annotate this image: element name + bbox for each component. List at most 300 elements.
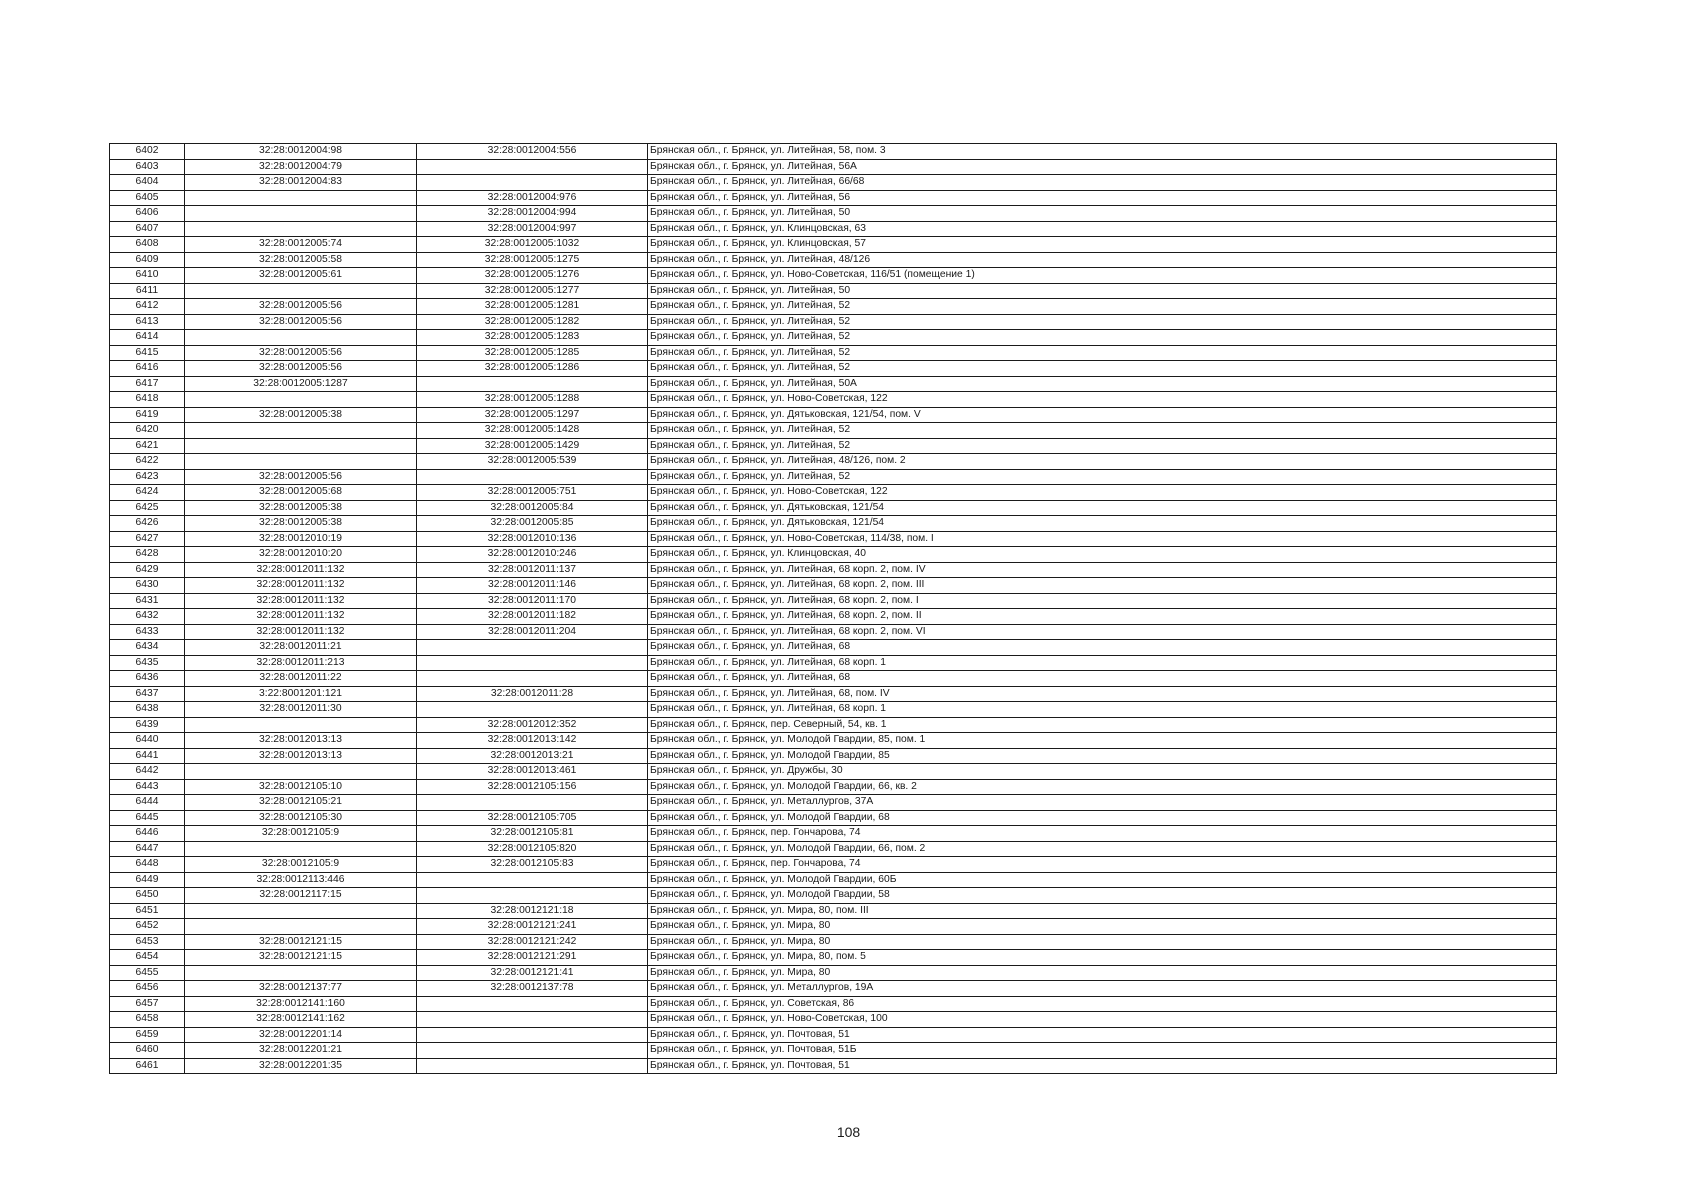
cadastral-number-cell: 32:28:0012201:14 (185, 1027, 417, 1043)
cadastral-number-cell: 32:28:0012011:132 (185, 609, 417, 625)
row-number-cell: 6445 (110, 810, 185, 826)
row-number-cell: 6432 (110, 609, 185, 625)
table-row (110, 345, 1557, 361)
table-row (110, 423, 1557, 439)
cadastral-number-cell: 32:28:0012011:21 (185, 640, 417, 656)
cadastral-number-cell: 32:28:0012141:162 (185, 1012, 417, 1028)
address-cell: Брянская обл., г. Брянск, ул. Мира, 80, пом. 5 (648, 950, 1557, 966)
building-cadastral-number-cell (417, 469, 648, 485)
address-cell: Брянская обл., г. Брянск, ул. Ново-Советская, 116/51 (помещение 1) (648, 268, 1557, 284)
address-cell: Брянская обл., г. Брянск, ул. Литейная, 52 (648, 469, 1557, 485)
table-row (110, 1058, 1557, 1074)
building-cadastral-number-cell: 32:28:0012013:21 (417, 748, 648, 764)
building-cadastral-number-cell (417, 872, 648, 888)
row-number-cell: 6404 (110, 175, 185, 191)
cadastral-number-cell (185, 330, 417, 346)
table-row (110, 562, 1557, 578)
table-row (110, 981, 1557, 997)
building-cadastral-number-cell: 32:28:0012005:1286 (417, 361, 648, 377)
building-cadastral-number-cell: 32:28:0012013:461 (417, 764, 648, 780)
address-cell: Брянская обл., г. Брянск, ул. Литейная, 68 корп. 2, пом. III (648, 578, 1557, 594)
building-cadastral-number-cell (417, 795, 648, 811)
cadastral-number-cell (185, 438, 417, 454)
table-row (110, 454, 1557, 470)
row-number-cell: 6413 (110, 314, 185, 330)
row-number-cell: 6429 (110, 562, 185, 578)
cadastral-number-cell: 32:28:0012105:10 (185, 779, 417, 795)
row-number-cell: 6411 (110, 283, 185, 299)
row-number-cell: 6414 (110, 330, 185, 346)
building-cadastral-number-cell: 32:28:0012005:539 (417, 454, 648, 470)
building-cadastral-number-cell (417, 175, 648, 191)
table-row (110, 903, 1557, 919)
cadastral-number-cell: 32:28:0012005:56 (185, 469, 417, 485)
cadastral-number-cell (185, 764, 417, 780)
row-number-cell: 6435 (110, 655, 185, 671)
building-cadastral-number-cell: 32:28:0012004:556 (417, 144, 648, 160)
building-cadastral-number-cell: 32:28:0012011:137 (417, 562, 648, 578)
table-row (110, 237, 1557, 253)
table-row (110, 748, 1557, 764)
table-row (110, 826, 1557, 842)
row-number-cell: 6437 (110, 686, 185, 702)
table-row (110, 531, 1557, 547)
address-cell: Брянская обл., г. Брянск, ул. Литейная, 52 (648, 423, 1557, 439)
address-cell: Брянская обл., г. Брянск, пер. Гончарова, 74 (648, 826, 1557, 842)
row-number-cell: 6460 (110, 1043, 185, 1059)
address-cell: Брянская обл., г. Брянск, ул. Советская, 86 (648, 996, 1557, 1012)
address-cell: Брянская обл., г. Брянск, ул. Дятьковская, 121/54 (648, 500, 1557, 516)
table-row (110, 175, 1557, 191)
table-row (110, 934, 1557, 950)
building-cadastral-number-cell: 32:28:0012005:1277 (417, 283, 648, 299)
address-cell: Брянская обл., г. Брянск, ул. Литейная, 52 (648, 361, 1557, 377)
table-row (110, 686, 1557, 702)
address-cell: Брянская обл., г. Брянск, ул. Дружбы, 30 (648, 764, 1557, 780)
cadastral-number-cell: 32:28:0012013:13 (185, 733, 417, 749)
row-number-cell: 6446 (110, 826, 185, 842)
address-cell: Брянская обл., г. Брянск, ул. Молодой Гвардии, 68 (648, 810, 1557, 826)
address-cell: Брянская обл., г. Брянск, ул. Литейная, 50 (648, 206, 1557, 222)
table-row (110, 268, 1557, 284)
table-row (110, 1027, 1557, 1043)
table-row (110, 438, 1557, 454)
building-cadastral-number-cell: 32:28:0012011:170 (417, 593, 648, 609)
address-cell: Брянская обл., г. Брянск, ул. Литейная, 68 корп. 2, пом. IV (648, 562, 1557, 578)
address-cell: Брянская обл., г. Брянск, ул. Клинцовская, 63 (648, 221, 1557, 237)
address-cell: Брянская обл., г. Брянск, ул. Литейная, 48/126, пом. 2 (648, 454, 1557, 470)
cadastral-number-cell: 32:28:0012005:56 (185, 314, 417, 330)
cadastral-number-cell (185, 717, 417, 733)
building-cadastral-number-cell: 32:28:0012005:1428 (417, 423, 648, 439)
table-row (110, 872, 1557, 888)
row-number-cell: 6428 (110, 547, 185, 563)
cadastral-number-cell: 32:28:0012004:83 (185, 175, 417, 191)
cadastral-number-cell: 32:28:0012011:132 (185, 578, 417, 594)
table-row (110, 779, 1557, 795)
row-number-cell: 6439 (110, 717, 185, 733)
cadastral-number-cell (185, 206, 417, 222)
building-cadastral-number-cell (417, 1058, 648, 1074)
row-number-cell: 6408 (110, 237, 185, 253)
row-number-cell: 6452 (110, 919, 185, 935)
table-row (110, 578, 1557, 594)
row-number-cell: 6440 (110, 733, 185, 749)
cadastral-number-cell: 32:28:0012011:213 (185, 655, 417, 671)
address-cell: Брянская обл., г. Брянск, ул. Литейная, 68 корп. 2, пом. I (648, 593, 1557, 609)
address-cell: Брянская обл., г. Брянск, ул. Литейная, 58, пом. 3 (648, 144, 1557, 160)
address-cell: Брянская обл., г. Брянск, ул. Литейная, 52 (648, 438, 1557, 454)
building-cadastral-number-cell: 32:28:0012105:820 (417, 841, 648, 857)
table-row (110, 996, 1557, 1012)
cadastral-number-cell: 32:28:0012201:21 (185, 1043, 417, 1059)
building-cadastral-number-cell: 32:28:0012121:41 (417, 965, 648, 981)
building-cadastral-number-cell: 32:28:0012005:1283 (417, 330, 648, 346)
table-row (110, 485, 1557, 501)
address-cell: Брянская обл., г. Брянск, ул. Почтовая, 51Б (648, 1043, 1557, 1059)
row-number-cell: 6402 (110, 144, 185, 160)
building-cadastral-number-cell: 32:28:0012005:1285 (417, 345, 648, 361)
cadastral-number-cell: 32:28:0012011:132 (185, 562, 417, 578)
row-number-cell: 6410 (110, 268, 185, 284)
row-number-cell: 6412 (110, 299, 185, 315)
building-cadastral-number-cell: 32:28:0012011:182 (417, 609, 648, 625)
address-cell: Брянская обл., г. Брянск, ул. Ново-Советская, 122 (648, 392, 1557, 408)
table-row (110, 221, 1557, 237)
table-row (110, 299, 1557, 315)
row-number-cell: 6424 (110, 485, 185, 501)
address-cell: Брянская обл., г. Брянск, ул. Литейная, 68 корп. 2, пом. VI (648, 624, 1557, 640)
building-cadastral-number-cell: 32:28:0012121:18 (417, 903, 648, 919)
row-number-cell: 6422 (110, 454, 185, 470)
cadastral-number-cell (185, 919, 417, 935)
row-number-cell: 6438 (110, 702, 185, 718)
building-cadastral-number-cell: 32:28:0012005:1429 (417, 438, 648, 454)
cadastral-number-cell (185, 392, 417, 408)
table-row (110, 500, 1557, 516)
building-cadastral-number-cell (417, 996, 648, 1012)
building-cadastral-number-cell (417, 1012, 648, 1028)
row-number-cell: 6409 (110, 252, 185, 268)
table-row (110, 841, 1557, 857)
cadastral-number-cell: 32:28:0012005:56 (185, 361, 417, 377)
row-number-cell: 6436 (110, 671, 185, 687)
building-cadastral-number-cell: 32:28:0012005:1281 (417, 299, 648, 315)
address-cell: Брянская обл., г. Брянск, ул. Литейная, 48/126 (648, 252, 1557, 268)
row-number-cell: 6455 (110, 965, 185, 981)
row-number-cell: 6443 (110, 779, 185, 795)
address-cell: Брянская обл., г. Брянск, ул. Литейная, 68 корп. 1 (648, 655, 1557, 671)
table-row (110, 190, 1557, 206)
address-cell: Брянская обл., г. Брянск, ул. Металлургов, 37А (648, 795, 1557, 811)
cadastral-number-cell: 32:28:0012011:22 (185, 671, 417, 687)
table-row (110, 919, 1557, 935)
building-cadastral-number-cell: 32:28:0012121:242 (417, 934, 648, 950)
cadastral-number-cell (185, 903, 417, 919)
building-cadastral-number-cell (417, 655, 648, 671)
table-row (110, 950, 1557, 966)
address-cell: Брянская обл., г. Брянск, ул. Литейная, 66/68 (648, 175, 1557, 191)
row-number-cell: 6449 (110, 872, 185, 888)
table-row (110, 655, 1557, 671)
address-cell: Брянская обл., г. Брянск, ул. Ново-Советская, 114/38, пом. I (648, 531, 1557, 547)
table-row (110, 407, 1557, 423)
address-cell: Брянская обл., г. Брянск, ул. Почтовая, 51 (648, 1058, 1557, 1074)
row-number-cell: 6407 (110, 221, 185, 237)
cadastral-number-cell: 32:28:0012121:15 (185, 934, 417, 950)
address-cell: Брянская обл., г. Брянск, ул. Литейная, 68 (648, 671, 1557, 687)
building-cadastral-number-cell: 32:28:0012005:1288 (417, 392, 648, 408)
cadastral-number-cell: 32:28:0012201:35 (185, 1058, 417, 1074)
row-number-cell: 6415 (110, 345, 185, 361)
cadastral-number-cell: 32:28:0012105:9 (185, 826, 417, 842)
cadastral-number-cell: 32:28:0012011:132 (185, 593, 417, 609)
row-number-cell: 6454 (110, 950, 185, 966)
row-number-cell: 6457 (110, 996, 185, 1012)
table-row (110, 283, 1557, 299)
table-row (110, 888, 1557, 904)
table-row (110, 144, 1557, 160)
row-number-cell: 6425 (110, 500, 185, 516)
cadastral-number-cell: 32:28:0012005:58 (185, 252, 417, 268)
cadastral-number-cell: 32:28:0012005:74 (185, 237, 417, 253)
address-cell: Брянская обл., г. Брянск, ул. Литейная, 52 (648, 299, 1557, 315)
cadastral-number-cell: 32:28:0012005:38 (185, 516, 417, 532)
building-cadastral-number-cell: 32:28:0012105:81 (417, 826, 648, 842)
cadastral-number-cell: 32:28:0012005:38 (185, 407, 417, 423)
row-number-cell: 6423 (110, 469, 185, 485)
building-cadastral-number-cell: 32:28:0012105:156 (417, 779, 648, 795)
cadastral-number-cell (185, 283, 417, 299)
building-cadastral-number-cell (417, 1043, 648, 1059)
table-row (110, 392, 1557, 408)
address-cell: Брянская обл., г. Брянск, ул. Металлургов, 19А (648, 981, 1557, 997)
row-number-cell: 6442 (110, 764, 185, 780)
building-cadastral-number-cell: 32:28:0012010:246 (417, 547, 648, 563)
address-cell: Брянская обл., г. Брянск, ул. Литейная, 56 (648, 190, 1557, 206)
cadastral-number-cell: 32:28:0012010:19 (185, 531, 417, 547)
building-cadastral-number-cell: 32:28:0012004:976 (417, 190, 648, 206)
building-cadastral-number-cell (417, 376, 648, 392)
building-cadastral-number-cell: 32:28:0012005:85 (417, 516, 648, 532)
building-cadastral-number-cell: 32:28:0012004:997 (417, 221, 648, 237)
address-cell: Брянская обл., г. Брянск, ул. Ново-Советская, 100 (648, 1012, 1557, 1028)
building-cadastral-number-cell: 32:28:0012011:28 (417, 686, 648, 702)
cadastral-number-cell (185, 190, 417, 206)
row-number-cell: 6405 (110, 190, 185, 206)
table-row (110, 159, 1557, 175)
cadastral-number-cell: 32:28:0012005:38 (185, 500, 417, 516)
row-number-cell: 6421 (110, 438, 185, 454)
cadastral-number-cell: 32:28:0012013:13 (185, 748, 417, 764)
row-number-cell: 6430 (110, 578, 185, 594)
register-table (109, 143, 1557, 1074)
building-cadastral-number-cell: 32:28:0012012:352 (417, 717, 648, 733)
building-cadastral-number-cell: 32:28:0012005:1275 (417, 252, 648, 268)
address-cell: Брянская обл., г. Брянск, ул. Молодой Гвардии, 58 (648, 888, 1557, 904)
table-row (110, 330, 1557, 346)
table-row (110, 857, 1557, 873)
cadastral-number-cell: 32:28:0012137:77 (185, 981, 417, 997)
row-number-cell: 6459 (110, 1027, 185, 1043)
address-cell: Брянская обл., г. Брянск, ул. Молодой Гвардии, 85, пом. 1 (648, 733, 1557, 749)
table-row (110, 795, 1557, 811)
row-number-cell: 6420 (110, 423, 185, 439)
row-number-cell: 6456 (110, 981, 185, 997)
building-cadastral-number-cell: 32:28:0012121:291 (417, 950, 648, 966)
building-cadastral-number-cell: 32:28:0012121:241 (417, 919, 648, 935)
table-row (110, 965, 1557, 981)
cadastral-number-cell: 32:28:0012121:15 (185, 950, 417, 966)
building-cadastral-number-cell: 32:28:0012137:78 (417, 981, 648, 997)
table-row (110, 717, 1557, 733)
building-cadastral-number-cell (417, 159, 648, 175)
row-number-cell: 6447 (110, 841, 185, 857)
cadastral-number-cell: 32:28:0012004:79 (185, 159, 417, 175)
table-row (110, 469, 1557, 485)
row-number-cell: 6417 (110, 376, 185, 392)
address-cell: Брянская обл., г. Брянск, ул. Молодой Гвардии, 60Б (648, 872, 1557, 888)
building-cadastral-number-cell: 32:28:0012105:705 (417, 810, 648, 826)
cadastral-number-cell (185, 841, 417, 857)
row-number-cell: 6448 (110, 857, 185, 873)
cadastral-number-cell: 32:28:0012010:20 (185, 547, 417, 563)
page-number: 108 (836, 1124, 861, 1140)
cadastral-number-cell: 32:28:0012105:21 (185, 795, 417, 811)
table-row (110, 547, 1557, 563)
table-row (110, 376, 1557, 392)
address-cell: Брянская обл., г. Брянск, ул. Литейная, 52 (648, 314, 1557, 330)
cadastral-number-cell: 32:28:0012005:61 (185, 268, 417, 284)
address-cell: Брянская обл., г. Брянск, ул. Ново-Советская, 122 (648, 485, 1557, 501)
table-row (110, 361, 1557, 377)
table-row (110, 206, 1557, 222)
cadastral-number-cell: 32:28:0012004:98 (185, 144, 417, 160)
cadastral-number-cell: 32:28:0012011:132 (185, 624, 417, 640)
row-number-cell: 6461 (110, 1058, 185, 1074)
row-number-cell: 6406 (110, 206, 185, 222)
address-cell: Брянская обл., г. Брянск, ул. Дятьковская, 121/54 (648, 516, 1557, 532)
building-cadastral-number-cell: 32:28:0012105:83 (417, 857, 648, 873)
building-cadastral-number-cell: 32:28:0012005:751 (417, 485, 648, 501)
cadastral-number-cell: 32:28:0012117:15 (185, 888, 417, 904)
cadastral-number-cell: 32:28:0012141:160 (185, 996, 417, 1012)
row-number-cell: 6418 (110, 392, 185, 408)
row-number-cell: 6453 (110, 934, 185, 950)
register-table-body (110, 144, 1557, 1074)
address-cell: Брянская обл., г. Брянск, ул. Почтовая, 51 (648, 1027, 1557, 1043)
address-cell: Брянская обл., г. Брянск, ул. Клинцовская, 40 (648, 547, 1557, 563)
row-number-cell: 6433 (110, 624, 185, 640)
table-row (110, 516, 1557, 532)
address-cell: Брянская обл., г. Брянск, ул. Дятьковская, 121/54, пом. V (648, 407, 1557, 423)
address-cell: Брянская обл., г. Брянск, ул. Литейная, 68 корп. 1 (648, 702, 1557, 718)
address-cell: Брянская обл., г. Брянск, ул. Мира, 80 (648, 965, 1557, 981)
cadastral-number-cell: 32:28:0012113:446 (185, 872, 417, 888)
address-cell: Брянская обл., г. Брянск, ул. Молодой Гвардии, 66, пом. 2 (648, 841, 1557, 857)
building-cadastral-number-cell (417, 640, 648, 656)
row-number-cell: 6419 (110, 407, 185, 423)
row-number-cell: 6426 (110, 516, 185, 532)
address-cell: Брянская обл., г. Брянск, ул. Литейная, 50А (648, 376, 1557, 392)
address-cell: Брянская обл., г. Брянск, ул. Молодой Гвардии, 66, кв. 2 (648, 779, 1557, 795)
row-number-cell: 6441 (110, 748, 185, 764)
cadastral-number-cell: 3:22:8001201:121 (185, 686, 417, 702)
cadastral-number-cell: 32:28:0012005:56 (185, 299, 417, 315)
address-cell: Брянская обл., г. Брянск, ул. Литейная, 68 (648, 640, 1557, 656)
row-number-cell: 6434 (110, 640, 185, 656)
table-row (110, 252, 1557, 268)
table-row (110, 624, 1557, 640)
building-cadastral-number-cell: 32:28:0012013:142 (417, 733, 648, 749)
table-row (110, 1043, 1557, 1059)
address-cell: Брянская обл., г. Брянск, ул. Литейная, 68 корп. 2, пом. II (648, 609, 1557, 625)
address-cell: Брянская обл., г. Брянск, ул. Мира, 80, пом. III (648, 903, 1557, 919)
building-cadastral-number-cell (417, 888, 648, 904)
building-cadastral-number-cell: 32:28:0012005:1276 (417, 268, 648, 284)
cadastral-number-cell: 32:28:0012005:68 (185, 485, 417, 501)
building-cadastral-number-cell: 32:28:0012005:1297 (417, 407, 648, 423)
row-number-cell: 6451 (110, 903, 185, 919)
cadastral-number-cell: 32:28:0012011:30 (185, 702, 417, 718)
cadastral-number-cell: 32:28:0012005:56 (185, 345, 417, 361)
row-number-cell: 6416 (110, 361, 185, 377)
cadastral-number-cell (185, 454, 417, 470)
building-cadastral-number-cell (417, 702, 648, 718)
address-cell: Брянская обл., г. Брянск, ул. Литейная, 68, пом. IV (648, 686, 1557, 702)
address-cell: Брянская обл., г. Брянск, ул. Молодой Гвардии, 85 (648, 748, 1557, 764)
building-cadastral-number-cell: 32:28:0012005:1032 (417, 237, 648, 253)
cadastral-number-cell: 32:28:0012005:1287 (185, 376, 417, 392)
building-cadastral-number-cell: 32:28:0012005:84 (417, 500, 648, 516)
address-cell: Брянская обл., г. Брянск, ул. Литейная, 56А (648, 159, 1557, 175)
building-cadastral-number-cell (417, 671, 648, 687)
row-number-cell: 6403 (110, 159, 185, 175)
table-row (110, 702, 1557, 718)
address-cell: Брянская обл., г. Брянск, ул. Мира, 80 (648, 934, 1557, 950)
address-cell: Брянская обл., г. Брянск, ул. Литейная, 52 (648, 345, 1557, 361)
address-cell: Брянская обл., г. Брянск, ул. Клинцовская, 57 (648, 237, 1557, 253)
table-row (110, 733, 1557, 749)
table-row (110, 593, 1557, 609)
table-row (110, 640, 1557, 656)
cadastral-number-cell (185, 423, 417, 439)
building-cadastral-number-cell: 32:28:0012011:204 (417, 624, 648, 640)
row-number-cell: 6431 (110, 593, 185, 609)
row-number-cell: 6444 (110, 795, 185, 811)
table-row (110, 314, 1557, 330)
cadastral-number-cell (185, 221, 417, 237)
address-cell: Брянская обл., г. Брянск, пер. Северный, 54, кв. 1 (648, 717, 1557, 733)
address-cell: Брянская обл., г. Брянск, ул. Мира, 80 (648, 919, 1557, 935)
row-number-cell: 6458 (110, 1012, 185, 1028)
row-number-cell: 6450 (110, 888, 185, 904)
building-cadastral-number-cell: 32:28:0012004:994 (417, 206, 648, 222)
cadastral-number-cell (185, 965, 417, 981)
cadastral-number-cell: 32:28:0012105:30 (185, 810, 417, 826)
row-number-cell: 6427 (110, 531, 185, 547)
building-cadastral-number-cell (417, 1027, 648, 1043)
table-row (110, 1012, 1557, 1028)
address-cell: Брянская обл., г. Брянск, ул. Литейная, 52 (648, 330, 1557, 346)
table-row (110, 609, 1557, 625)
table-row (110, 764, 1557, 780)
table-row (110, 671, 1557, 687)
address-cell: Брянская обл., г. Брянск, ул. Литейная, 50 (648, 283, 1557, 299)
table-row (110, 810, 1557, 826)
building-cadastral-number-cell: 32:28:0012010:136 (417, 531, 648, 547)
address-cell: Брянская обл., г. Брянск, пер. Гончарова, 74 (648, 857, 1557, 873)
